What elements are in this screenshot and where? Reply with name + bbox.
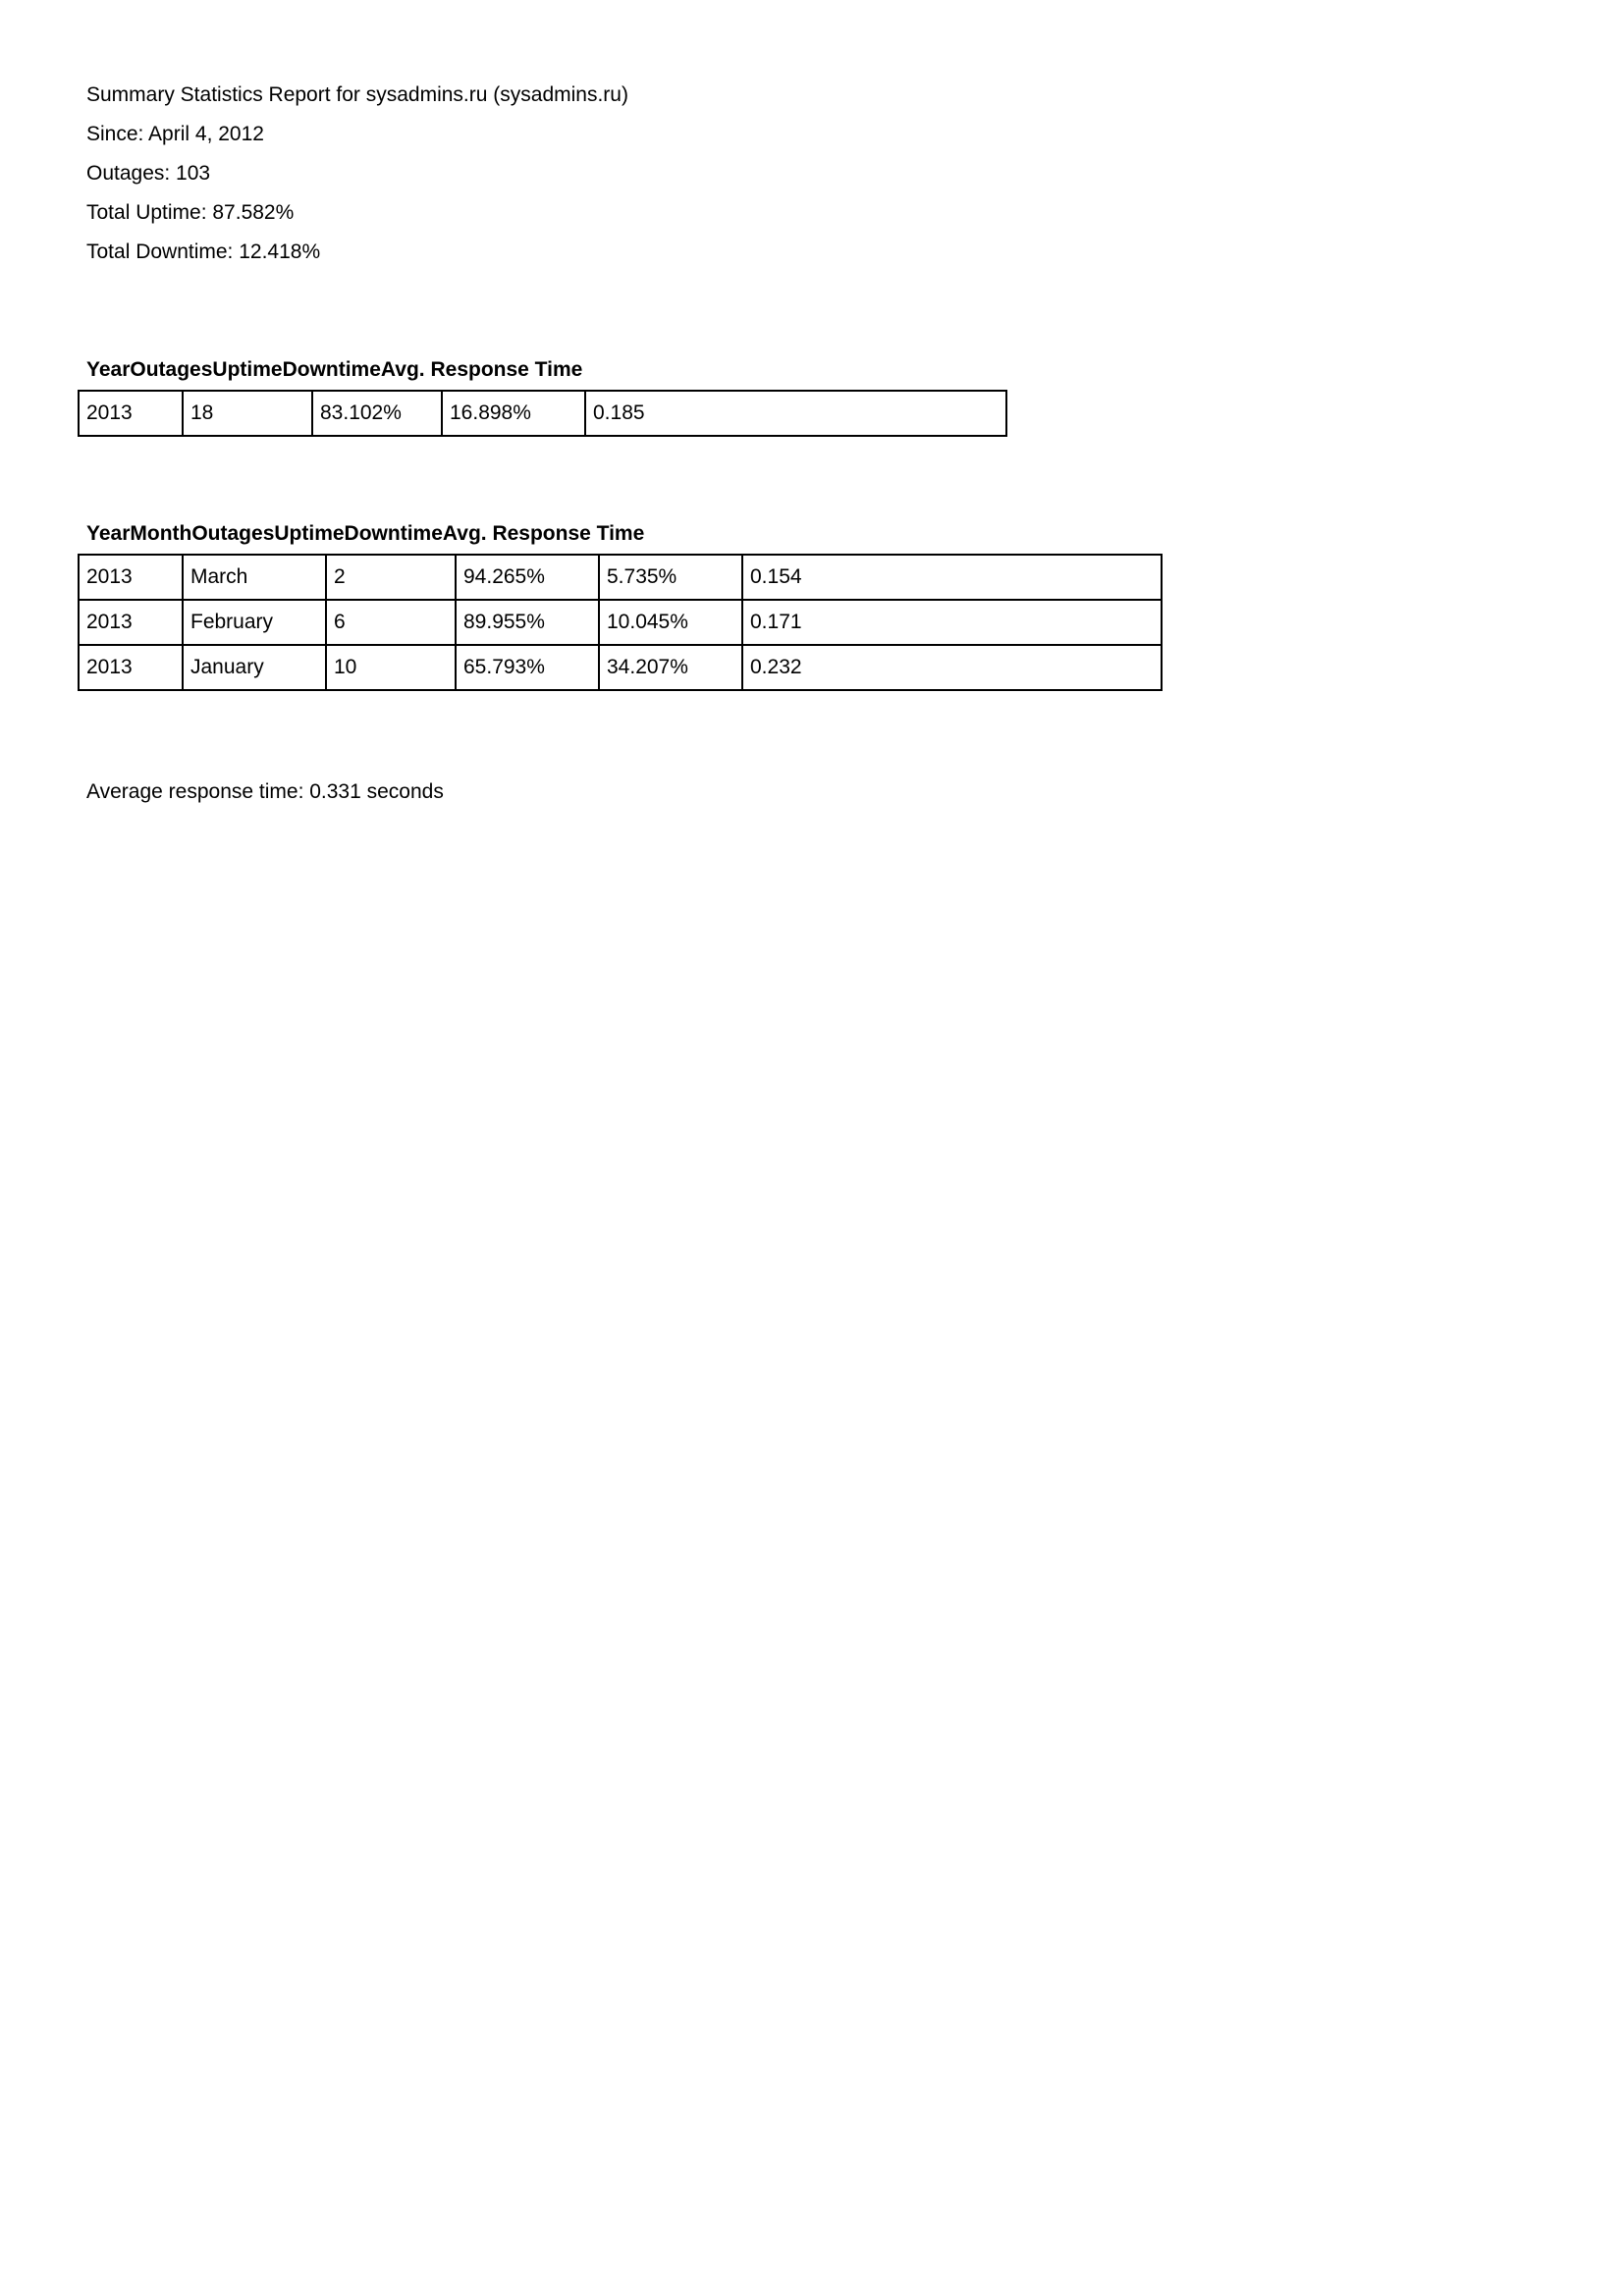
since-date: Since: April 4, 2012 (86, 123, 264, 145)
cell-month: January (183, 645, 326, 690)
cell-outages: 6 (326, 600, 456, 645)
monthly-table-heading: YearMonthOutagesUptimeDowntimeAvg. Response Time (86, 522, 645, 545)
cell-avg-response: 0.232 (742, 645, 1162, 690)
cell-outages: 18 (183, 391, 312, 436)
cell-outages: 2 (326, 555, 456, 600)
total-downtime: Total Downtime: 12.418% (86, 240, 321, 263)
table-row (79, 555, 1162, 600)
cell-uptime: 89.955% (456, 600, 599, 645)
outages-total: Outages: 103 (86, 162, 211, 185)
cell-year: 2013 (79, 555, 183, 600)
yearly-table (78, 390, 1007, 437)
average-response-time: Average response time: 0.331 seconds (86, 780, 444, 803)
cell-avg-response: 0.185 (585, 391, 1006, 436)
report-title: Summary Statistics Report for sysadmins.ru (sysadmins.ru) (86, 83, 628, 106)
cell-avg-response: 0.154 (742, 555, 1162, 600)
total-uptime: Total Uptime: 87.582% (86, 201, 295, 224)
cell-uptime: 65.793% (456, 645, 599, 690)
cell-month: February (183, 600, 326, 645)
monthly-table (78, 554, 1163, 691)
cell-outages: 10 (326, 645, 456, 690)
cell-downtime: 10.045% (599, 600, 742, 645)
cell-uptime: 94.265% (456, 555, 599, 600)
cell-downtime: 16.898% (442, 391, 585, 436)
cell-year: 2013 (79, 600, 183, 645)
yearly-table-heading: YearOutagesUptimeDowntimeAvg. Response Time (86, 358, 583, 381)
cell-downtime: 34.207% (599, 645, 742, 690)
table-row (79, 645, 1162, 690)
cell-uptime: 83.102% (312, 391, 442, 436)
table-row (79, 600, 1162, 645)
table-row (79, 391, 1006, 436)
cell-month: March (183, 555, 326, 600)
cell-year: 2013 (79, 645, 183, 690)
cell-downtime: 5.735% (599, 555, 742, 600)
cell-year: 2013 (79, 391, 183, 436)
cell-avg-response: 0.171 (742, 600, 1162, 645)
